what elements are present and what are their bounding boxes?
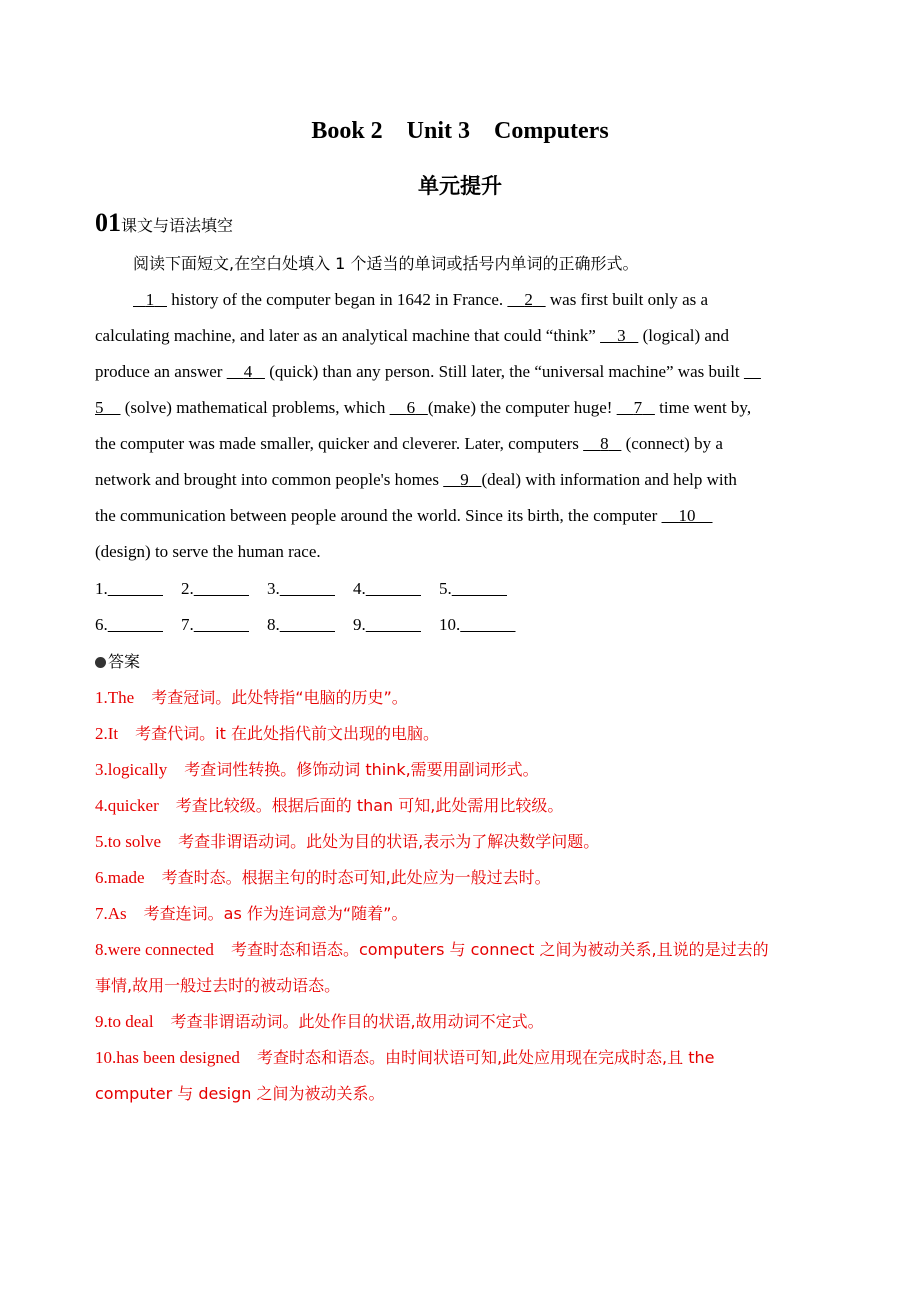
answer-1: 1.The 考查冠词。此处特指“电脑的历史”。	[95, 688, 408, 707]
answer-blank-8: 8.	[267, 615, 280, 634]
passage-line-5: the computer was made smaller, quicker and cleverer. Later, computers 8 (connect) by a	[95, 434, 723, 453]
blank-7: 7	[633, 398, 643, 417]
blank-8: 8	[600, 434, 609, 453]
answer-4: 4.quicker 考查比较级。根据后面的 than 可知,此处需用比较级。	[95, 796, 564, 815]
blank-2: 2	[524, 290, 533, 309]
blank-10: 10	[678, 506, 696, 525]
section-heading	[95, 208, 233, 238]
passage-line-2: calculating machine, and later as an analytical machine that could “think” 3 (logical) and	[95, 326, 729, 345]
answer-bullet-icon	[95, 657, 106, 668]
passage-line-3: produce an answer 4 (quick) than any person. Still later, the “universal machine” was built	[95, 362, 744, 381]
passage-line-8: (design) to serve the human race.	[95, 542, 321, 561]
answer-8-continued: 事情,故用一般过去时的被动语态。	[95, 976, 341, 995]
answer-5: 5.to solve 考查非谓语动词。此处为目的状语,表示为了解决数学问题。	[95, 832, 600, 851]
blank-1: 1	[145, 290, 155, 309]
answer-blank-row-1	[95, 577, 507, 601]
section-number: 01	[95, 208, 121, 237]
answer-blank-9: 9.	[353, 615, 366, 634]
answer-blank-6: 6.	[95, 615, 108, 634]
answer-blank-row-2	[95, 613, 516, 637]
page-subtitle: 单元提升	[418, 174, 502, 198]
answer-3: 3.logically 考查词性转换。修饰动词 think,需要用副词形式。	[95, 760, 539, 779]
answer-9: 9.to deal 考查非谓语动词。此处作目的状语,故用动词不定式。	[95, 1012, 544, 1031]
passage-line-7: the communication between people around the world. Since its birth, the computer 10	[95, 504, 713, 528]
answer-2: 2.It 考查代词。it 在此处指代前文出现的电脑。	[95, 724, 439, 743]
answer-10-continued: computer 与 design 之间为被动关系。	[95, 1084, 385, 1103]
blank-5: 5	[95, 398, 104, 417]
answer-blank-3: 3.	[267, 579, 280, 598]
answer-blank-5: 5.	[439, 579, 452, 598]
answer-8: 8.were connected 考查时态和语态。computers 与 connect 之间为被动关系,且说的是过去的	[95, 940, 769, 959]
answer-blank-4: 4.	[353, 579, 366, 598]
passage-line-1: 1 history of the computer began in 1642 in France. 2 was first built only as a	[133, 288, 708, 312]
blank-3: 3	[617, 326, 626, 345]
blank-9: 9	[460, 470, 469, 489]
passage-line-4: 5 (solve) mathematical problems, which 6 (make) the computer huge! 7 time went by,	[95, 398, 752, 417]
answer-blank-2: 2.	[181, 579, 194, 598]
page-title: Book 2 Unit 3 Computers	[311, 118, 609, 144]
answer-6: 6.made 考查时态。根据主句的时态可知,此处应为一般过去时。	[95, 868, 551, 887]
answer-7: 7.As 考查连词。as 作为连词意为“随着”。	[95, 904, 408, 923]
answer-blank-10: 10.	[439, 615, 461, 634]
answers-heading: 答案	[95, 649, 140, 672]
answer-blank-7: 7.	[181, 615, 194, 634]
blank-4: 4	[243, 362, 253, 381]
blank-6: 6	[406, 398, 416, 417]
answer-10: 10.has been designed 考查时态和语态。由时间状语可知,此处应用现在完成时态,且 the	[95, 1048, 715, 1067]
instruction: 阅读下面短文,在空白处填入 1 个适当的单词或括号内单词的正确形式。	[133, 254, 639, 273]
section-label: 课文与语法填空	[121, 216, 234, 235]
answer-blank-1: 1.	[95, 579, 108, 598]
passage-line-6: network and brought into common people's homes 9 (deal) with information and help with	[95, 470, 737, 489]
